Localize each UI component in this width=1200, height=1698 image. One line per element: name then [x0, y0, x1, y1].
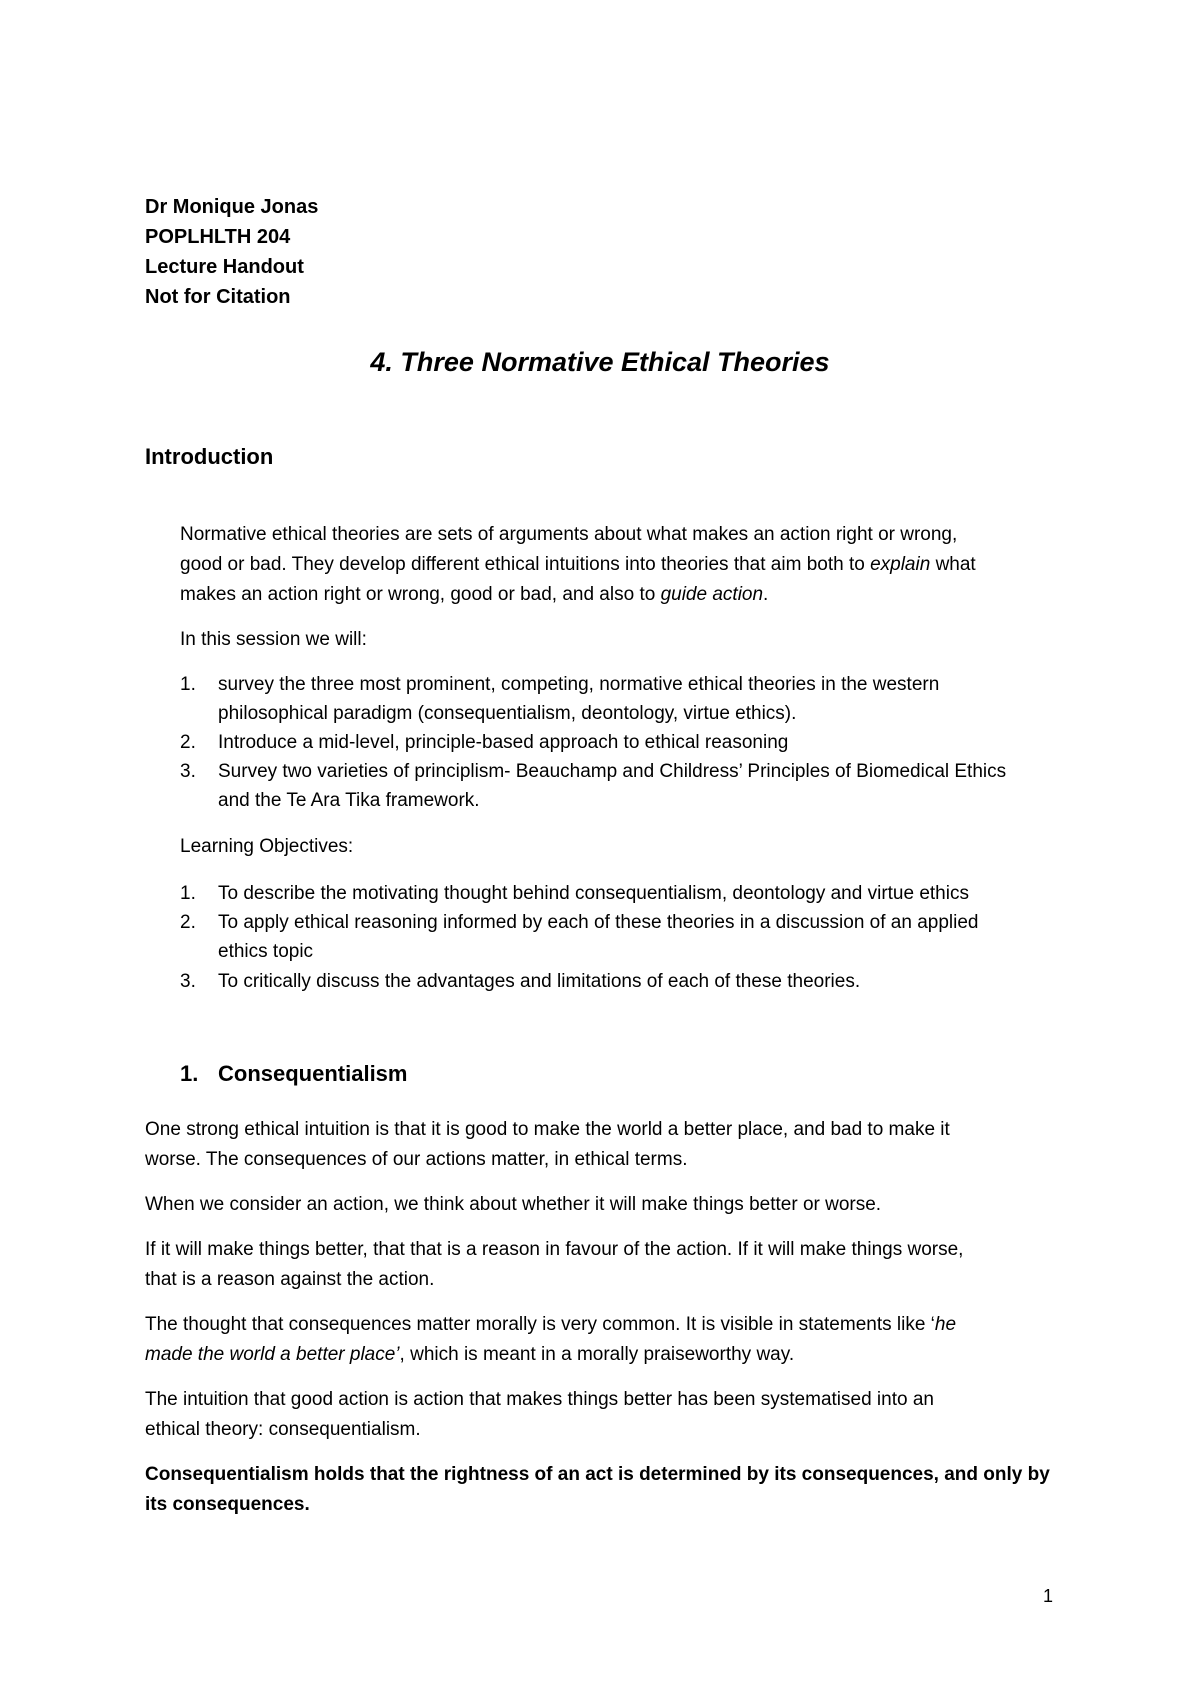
section-1-para-4-line-2 — [145, 1343, 794, 1367]
document-title: 4. Three Normative Ethical Theories — [370, 347, 830, 377]
document-type: Lecture Handout — [145, 256, 304, 278]
emphasis-explain: explain — [870, 554, 931, 575]
session-item-1-line-2: philosophical paradigm (consequentialism, deontology, virtue ethics). — [218, 703, 797, 724]
session-item-2-line-1: Introduce a mid-level, principle-based approach to ethical reasoning — [218, 732, 789, 753]
text-run: , which is meant in a morally praiseworthy way. — [399, 1344, 795, 1365]
section-1-para-4-line-1 — [145, 1313, 956, 1337]
section-1-definition-line-2: its consequences. — [145, 1494, 310, 1515]
text-run: The thought that consequences matter morally is very common. It is visible in statements like ‘ — [145, 1314, 935, 1335]
text-run: what — [930, 554, 976, 575]
session-item-number: 3. — [180, 761, 196, 782]
introduction-heading: Introduction — [145, 444, 274, 469]
session-item-number: 2. — [180, 732, 196, 753]
objective-item-2-line-1: To apply ethical reasoning informed by each of these theories in a discussion of an applied — [218, 912, 979, 933]
objective-item-2-line-2: ethics topic — [218, 941, 314, 962]
section-1-para-2: When we consider an action, we think about whether it will make things better or worse. — [145, 1194, 882, 1215]
section-1-para-1-line-2: worse. The consequences of our actions matter, in ethical terms. — [145, 1149, 688, 1170]
session-item-number: 1. — [180, 674, 196, 695]
section-1-para-5-line-1: The intuition that good action is action that makes things better has been systematised into an — [145, 1389, 934, 1410]
session-item-3-line-2: and the Te Ara Tika framework. — [218, 790, 480, 811]
session-item-1-line-1: survey the three most prominent, competing, normative ethical theories in the western — [218, 674, 940, 695]
intro-paragraph-line-2 — [180, 553, 976, 577]
intro-paragraph-line-1: Normative ethical theories are sets of arguments about what makes an action right or wrong, — [180, 524, 958, 545]
author-name: Dr Monique Jonas — [145, 196, 319, 218]
section-1-para-3-line-2: that is a reason against the action. — [145, 1269, 435, 1290]
course-code: POPLHLTH 204 — [145, 226, 291, 248]
session-item-3-line-1: Survey two varieties of principlism- Beauchamp and Childress’ Principles of Biomedical Ethics — [218, 761, 1007, 782]
emphasis-quote-start: he — [934, 1314, 957, 1335]
objectives-lead: Learning Objectives: — [180, 836, 354, 857]
section-1-number: 1. — [180, 1061, 199, 1086]
page-number: 1 — [1043, 1586, 1054, 1606]
objective-item-number: 1. — [180, 883, 196, 904]
text-run: good or bad. They develop different ethical intuitions into theories that aim both to — [180, 554, 871, 575]
session-lead: In this session we will: — [180, 629, 367, 650]
objective-item-3-line-1: To critically discuss the advantages and limitations of each of these theories. — [218, 971, 861, 992]
section-1-definition-line-1: Consequentialism holds that the rightness of an act is determined by its consequences, and only by — [145, 1464, 1050, 1485]
intro-paragraph-line-3 — [180, 583, 768, 607]
objective-item-number: 3. — [180, 971, 196, 992]
section-1-para-1-line-1: One strong ethical intuition is that it is good to make the world a better place, and bad to make it — [145, 1119, 950, 1140]
emphasis-quote-end: made the world a better place’ — [145, 1344, 400, 1365]
objective-item-number: 2. — [180, 912, 196, 933]
text-run: makes an action right or wrong, good or bad, and also to — [180, 584, 661, 605]
section-1-para-5-line-2: ethical theory: consequentialism. — [145, 1419, 421, 1440]
text-run: . — [763, 584, 769, 605]
objective-item-1-line-1: To describe the motivating thought behind consequentialism, deontology and virtue ethics — [218, 883, 969, 904]
section-1-heading: Consequentialism — [218, 1061, 408, 1086]
section-1-para-3-line-1: If it will make things better, that that is a reason in favour of the action. If it will make things worse, — [145, 1239, 964, 1260]
emphasis-guide-action: guide action — [660, 584, 764, 605]
citation-notice: Not for Citation — [145, 286, 291, 308]
